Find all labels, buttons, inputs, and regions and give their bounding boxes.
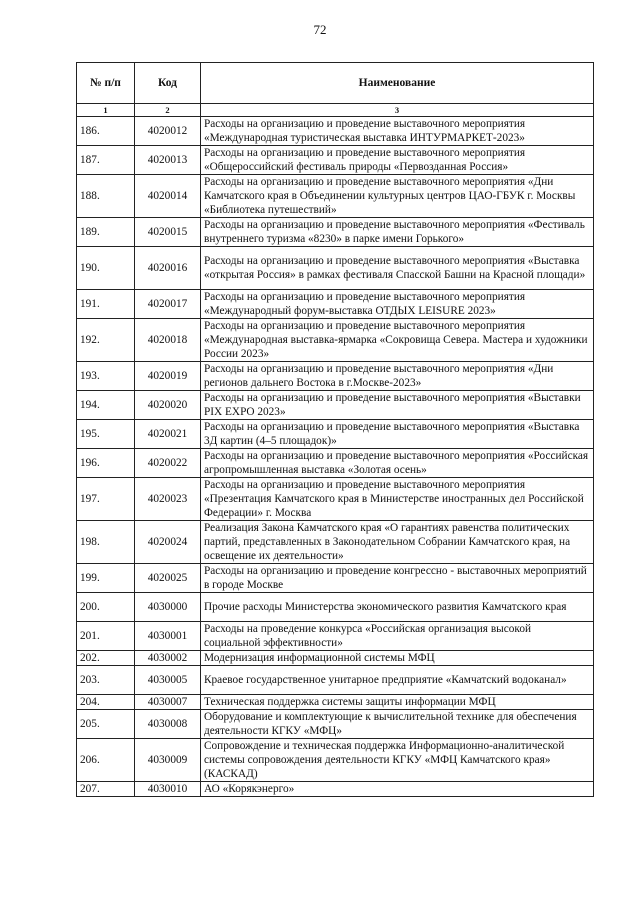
row-number: 199. [77, 564, 135, 593]
row-name: Краевое государственное унитарное предприятие «Камчатский водоканал» [201, 666, 594, 695]
column-index-row [77, 104, 594, 117]
row-code: 4020023 [135, 478, 201, 521]
row-name: Расходы на организацию и проведение выставочного мероприятия «Российская агропромышленная выставка «Золотая осень» [201, 449, 594, 478]
table-row [77, 651, 594, 666]
row-name: Расходы на организацию и проведение выставочного мероприятия «Дни регионов дальнего Востока в г.Москве-2023» [201, 362, 594, 391]
row-code: 4030001 [135, 622, 201, 651]
row-name: Расходы на организацию и проведение выставочного мероприятия «Общероссийский фестиваль природы «Первозданная Россия» [201, 146, 594, 175]
row-number: 198. [77, 521, 135, 564]
table-row [77, 146, 594, 175]
table-row [77, 593, 594, 622]
table-row [77, 391, 594, 420]
row-code: 4020017 [135, 290, 201, 319]
row-code: 4020020 [135, 391, 201, 420]
row-code: 4030010 [135, 782, 201, 797]
row-code: 4020024 [135, 521, 201, 564]
table-row [77, 666, 594, 695]
row-number: 188. [77, 175, 135, 218]
table-row [77, 218, 594, 247]
row-code: 4020021 [135, 420, 201, 449]
row-number: 202. [77, 651, 135, 666]
row-number: 191. [77, 290, 135, 319]
row-number: 203. [77, 666, 135, 695]
row-number: 189. [77, 218, 135, 247]
table-row [77, 362, 594, 391]
row-code: 4030000 [135, 593, 201, 622]
table-row [77, 622, 594, 651]
row-code: 4020019 [135, 362, 201, 391]
row-code: 4020022 [135, 449, 201, 478]
row-name: Расходы на организацию и проведение выставочного мероприятия «Выставки PIX EXPO 2023» [201, 391, 594, 420]
table-row [77, 117, 594, 146]
row-number: 195. [77, 420, 135, 449]
table-row [77, 739, 594, 782]
table-row [77, 319, 594, 362]
table-row [77, 420, 594, 449]
row-name: Модернизация информационной системы МФЦ [201, 651, 594, 666]
row-code: 4020016 [135, 247, 201, 290]
row-number: 197. [77, 478, 135, 521]
header-name: Наименование [201, 63, 594, 104]
row-number: 190. [77, 247, 135, 290]
column-index-3: 3 [201, 104, 594, 117]
row-name: Сопровождение и техническая поддержка Информационно-аналитической системы сопровождения деятельности КГКУ «МФЦ Камчатского края» (КАСКАД) [201, 739, 594, 782]
row-number: 205. [77, 710, 135, 739]
row-code: 4030007 [135, 695, 201, 710]
row-code: 4020015 [135, 218, 201, 247]
row-name: Расходы на организацию и проведение выставочного мероприятия «Дни Камчатского края в Объединении культурных центров ЦАО-ГБУК г. Москвы «Библиотека путешествий» [201, 175, 594, 218]
row-name: Расходы на организацию и проведение выставочного мероприятия «Выставка 3Д картин (4–5 площадок)» [201, 420, 594, 449]
row-name: АО «Корякэнерго» [201, 782, 594, 797]
row-name: Прочие расходы Министерства экономического развития Камчатского края [201, 593, 594, 622]
table-row [77, 478, 594, 521]
row-code: 4020018 [135, 319, 201, 362]
table-body [77, 117, 594, 797]
table-row [77, 247, 594, 290]
row-code: 4030008 [135, 710, 201, 739]
row-name: Расходы на организацию и проведение выставочного мероприятия «Международный форум-выставка ОТДЫХ LEISURE 2023» [201, 290, 594, 319]
row-number: 204. [77, 695, 135, 710]
column-index-2: 2 [135, 104, 201, 117]
row-code: 4020025 [135, 564, 201, 593]
row-code: 4020013 [135, 146, 201, 175]
table-row [77, 175, 594, 218]
row-name: Расходы на проведение конкурса «Российская организация высокой социальной эффективности» [201, 622, 594, 651]
row-number: 192. [77, 319, 135, 362]
row-name: Реализация Закона Камчатского края «О гарантиях равенства политических партий, представленных в Законодательном Собрании Камчатского края, на освещение их деятельности» [201, 521, 594, 564]
row-number: 194. [77, 391, 135, 420]
table-row [77, 521, 594, 564]
row-number: 187. [77, 146, 135, 175]
row-code: 4020012 [135, 117, 201, 146]
row-number: 186. [77, 117, 135, 146]
row-number: 207. [77, 782, 135, 797]
row-name: Расходы на организацию и проведение выставочного мероприятия «Выставка «открытая Россия» в рамках фестиваля Спасской Башни на Красной площади» [201, 247, 594, 290]
header-row [77, 63, 594, 104]
page-number: 72 [313, 22, 327, 37]
budget-codes-table [76, 62, 594, 797]
row-name: Оборудование и комплектующие к вычислительной технике для обеспечения деятельности КГКУ «МФЦ» [201, 710, 594, 739]
row-number: 196. [77, 449, 135, 478]
row-name: Расходы на организацию и проведение конгрессно - выставочных мероприятий в городе Москве [201, 564, 594, 593]
table-row [77, 782, 594, 797]
column-index-1: 1 [77, 104, 135, 117]
row-number: 193. [77, 362, 135, 391]
header-code: Код [135, 63, 201, 104]
row-code: 4030005 [135, 666, 201, 695]
row-code: 4030002 [135, 651, 201, 666]
table-row [77, 290, 594, 319]
row-code: 4030009 [135, 739, 201, 782]
table-header [77, 63, 594, 117]
header-number: № п/п [77, 63, 135, 104]
row-number: 206. [77, 739, 135, 782]
row-name: Расходы на организацию и проведение выставочного мероприятия «Фестиваль внутреннего туризма «8230» в парке имени Горького» [201, 218, 594, 247]
table-row [77, 564, 594, 593]
row-number: 201. [77, 622, 135, 651]
row-name: Расходы на организацию и проведение выставочного мероприятия «Международная выставка-ярмарка «Сокровища Севера. Мастера и художники России 2023» [201, 319, 594, 362]
row-name: Техническая поддержка системы защиты информации МФЦ [201, 695, 594, 710]
row-number: 200. [77, 593, 135, 622]
table-row [77, 449, 594, 478]
row-code: 4020014 [135, 175, 201, 218]
table-row [77, 695, 594, 710]
row-name: Расходы на организацию и проведение выставочного мероприятия «Презентация Камчатского края в Министерстве иностранных дел Российской Федерации» г. Москва [201, 478, 594, 521]
row-name: Расходы на организацию и проведение выставочного мероприятия «Международная туристическая выставка ИНТУРМАРКЕТ-2023» [201, 117, 594, 146]
table-row [77, 710, 594, 739]
